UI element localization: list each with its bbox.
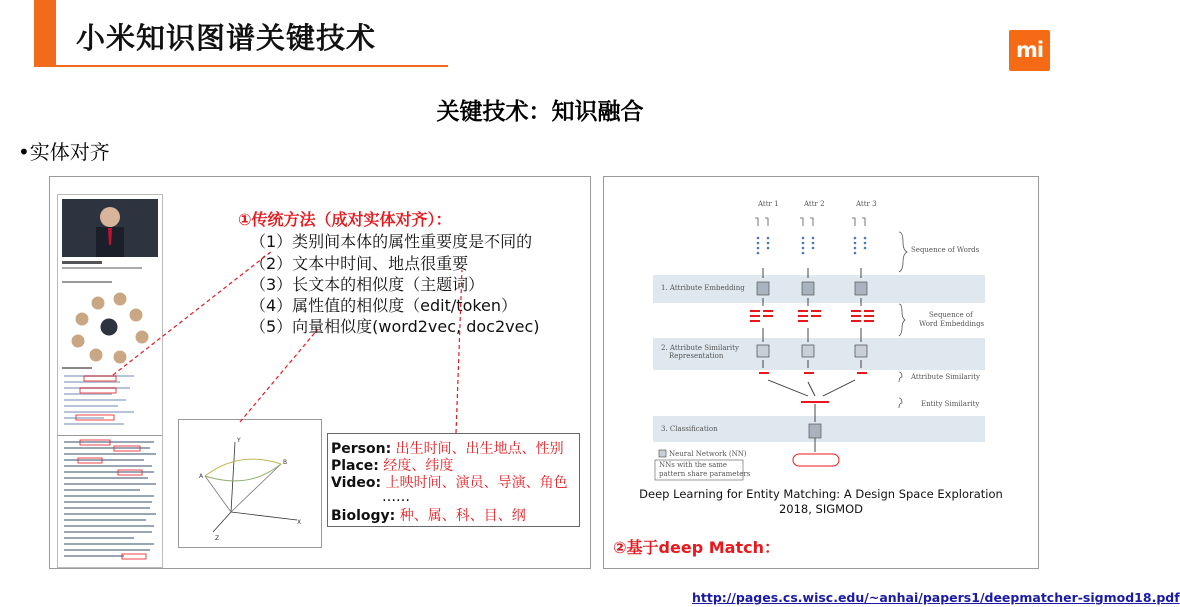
paper-caption	[603, 487, 1039, 517]
attr-row-ellipsis: ……	[382, 489, 410, 505]
attr-row-biology: Biology: 种、属、科、目、纲	[331, 508, 526, 524]
paper-caption-title: Deep Learning for Entity Matching: A Design Space Exploration	[639, 487, 1003, 501]
attr-2-label: Attr 2	[804, 200, 825, 208]
deepmatcher-architecture-diagram	[603, 176, 1039, 486]
attr-sim-rep-label-2: Representation	[669, 352, 724, 360]
attr-sim-rep-label-1: 2. Attribute Similarity	[661, 344, 739, 352]
seq-word-emb-label-2: Word Embeddings	[919, 320, 985, 328]
seq-words-label: Sequence of Words	[911, 246, 980, 254]
z-axis-label: Z	[215, 535, 220, 542]
legend-shared-label-2: pattern share parameters	[659, 470, 751, 478]
classification-label: 3. Classification	[661, 425, 718, 433]
deep-match-title: ②基于deep Match：	[613, 538, 780, 557]
attr-embedding-label: 1. Attribute Embedding	[661, 284, 745, 292]
trad-item-4: （4）属性值的相似度（edit/token）	[250, 296, 518, 315]
trad-item-3: （3）长文本的相似度（主题词）	[250, 275, 485, 294]
paper-caption-venue: 2018, SIGMOD	[778, 502, 863, 516]
attr-1-label: Attr 1	[758, 200, 779, 208]
attr-3-label: Attr 3	[856, 200, 877, 208]
y-axis-label: Y	[237, 437, 241, 444]
mi-logo: mi	[1009, 30, 1050, 71]
trad-item-1: （1）类别间本体的属性重要度是不同的	[250, 232, 533, 251]
attr-row-person: Person: 出生时间、出生地点、性别	[331, 441, 564, 457]
trad-item-2: （2）文本中时间、地点很重要	[250, 254, 469, 273]
attr-similarity-label: Attribute Similarity	[911, 373, 980, 381]
seq-word-emb-label-1: Sequence of	[929, 311, 973, 319]
trad-item-5: （5）向量相似度(word2vec, doc2vec)	[250, 317, 540, 336]
page-title: 小米知识图谱关键技术	[76, 21, 377, 55]
bullet-entity-alignment: •实体对齐	[18, 140, 110, 164]
point-a-label: A	[199, 473, 204, 480]
section-subtitle: 关键技术：知识融合	[436, 99, 644, 125]
entity-similarity-label: Entity Similarity	[921, 400, 980, 408]
traditional-method-title: ①传统方法（成对实体对齐）：	[238, 210, 452, 229]
attr-row-video: Video: 上映时间、演员、导演、角色	[331, 475, 568, 491]
legend-shared-label-1: NNs with the same	[659, 461, 728, 469]
attr-row-place: Place: 经度、纬度	[331, 458, 454, 474]
point-b-label: B	[283, 459, 288, 466]
paper-link[interactable]: http://pages.cs.wisc.edu/~anhai/papers1/deepmatcher-sigmod18.pdf	[692, 590, 1180, 605]
legend-nn-label: Neural Network (NN)	[669, 450, 747, 458]
x-axis-label: X	[297, 519, 302, 526]
